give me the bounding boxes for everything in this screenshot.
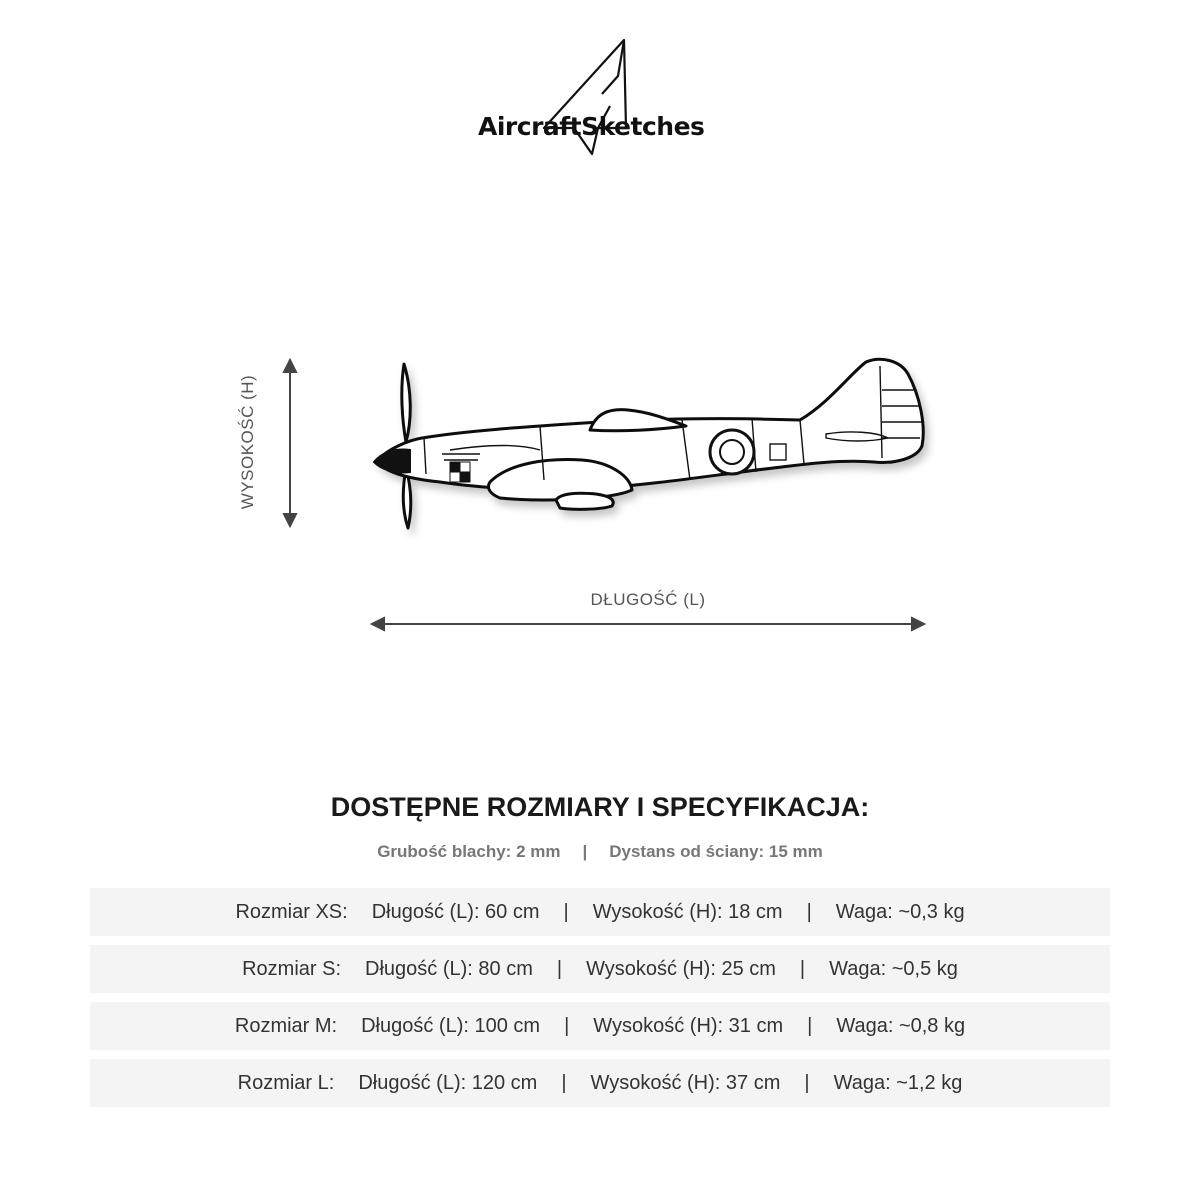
brand-name: AircraftSketches xyxy=(478,112,705,141)
size-name: Rozmiar L: xyxy=(237,1071,335,1094)
size-length: Długość (L): 60 cm xyxy=(371,900,540,923)
separator: | xyxy=(804,1071,810,1094)
size-row xyxy=(90,1002,1110,1050)
height-label: WYSOKOŚĆ (H) xyxy=(238,374,257,510)
size-height: Wysokość (H): 25 cm xyxy=(586,957,776,980)
size-row xyxy=(90,945,1110,993)
size-name: Rozmiar XS: xyxy=(235,900,348,923)
separator: | xyxy=(807,1014,813,1037)
spec-subtitle xyxy=(0,842,1200,862)
size-table xyxy=(90,888,1110,1116)
size-length: Długość (L): 80 cm xyxy=(365,957,533,980)
separator: | xyxy=(556,957,563,980)
spec-title: DOSTĘPNE ROZMIARY I SPECYFIKACJA: xyxy=(330,792,870,822)
length-label: DŁUGOŚĆ (L) xyxy=(590,590,706,609)
separator: | xyxy=(806,900,812,923)
separator: | xyxy=(563,900,569,923)
separator: | xyxy=(561,1071,567,1094)
size-height: Wysokość (H): 18 cm xyxy=(592,900,783,923)
separator: | xyxy=(582,842,588,861)
size-length: Długość (L): 120 cm xyxy=(358,1071,538,1094)
size-row xyxy=(90,1059,1110,1107)
separator: | xyxy=(799,957,806,980)
size-height: Wysokość (H): 37 cm xyxy=(590,1071,781,1094)
size-weight: Waga: ~1,2 kg xyxy=(833,1071,963,1094)
size-name: Rozmiar M: xyxy=(234,1014,338,1037)
sheet-thickness: Grubość blachy: 2 mm xyxy=(377,842,561,861)
size-row xyxy=(90,888,1110,936)
size-length: Długość (L): 100 cm xyxy=(361,1014,541,1037)
size-name: Rozmiar S: xyxy=(242,957,342,980)
size-weight: Waga: ~0,8 kg xyxy=(836,1014,966,1037)
separator: | xyxy=(564,1014,570,1037)
size-weight: Waga: ~0,3 kg xyxy=(835,900,965,923)
wall-distance: Dystans od ściany: 15 mm xyxy=(609,842,823,861)
size-height: Wysokość (H): 31 cm xyxy=(593,1014,784,1037)
size-weight: Waga: ~0,5 kg xyxy=(829,957,958,980)
